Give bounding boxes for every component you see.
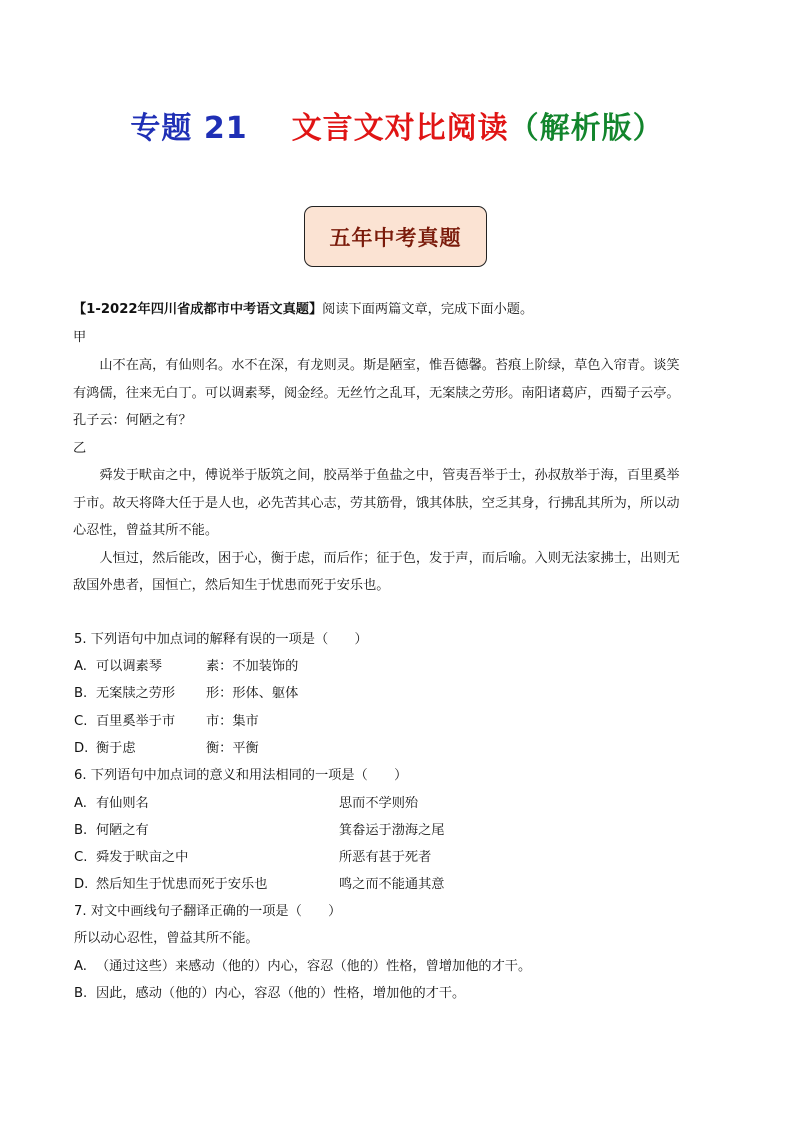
question-6-option-c-right: 所恶有甚于死者 (339, 850, 432, 865)
passage-a-line: 有鸿儒，往来无白丁。可以调素琴，阅金经。无丝竹之乱耳，无案牍之劳形。南阳诸葛庐，西蜀子云亭。 (73, 386, 680, 401)
question-5-option-c: C. 百里奚举于市 市：集市 (74, 714, 259, 729)
passage-b-line: 人恒过，然后能改，困于心，衡于虑，而后作；征于色，发于声，而后喻。入则无法家拂士，出则无 (73, 551, 680, 566)
question-7-stem: 7. 对文中画线句子翻译正确的一项是（ ） (74, 904, 342, 919)
question-5-option-b: B. 无案牍之劳形 形：形体、躯体 (74, 686, 299, 701)
question-6-option-b: B. 何陋之有 (74, 823, 149, 838)
question-6-option-d-right: 鸣之而不能通其意 (339, 877, 445, 892)
question-6-option-c: C. 舜发于畎亩之中 (74, 850, 189, 865)
document-title (0, 103, 794, 147)
question-6-stem: 6. 下列语句中加点词的意义和用法相同的一项是（ ） (74, 768, 408, 783)
question-6-option-d: D. 然后知生于忧患而死于安乐也 (74, 877, 268, 892)
question-source: 【1-2022年四川省成都市中考语文真题】 (73, 302, 323, 317)
passage-a-line: 孔子云：何陋之有？ (73, 413, 192, 428)
question-7-option-b: B. 因此，感动（他的）内心，容忍（他的）性格，增加他的才干。 (74, 986, 466, 1001)
passage-b-line: 舜发于畎亩之中，傅说举于版筑之间，胶鬲举于鱼盐之中，管夷吾举于士，孙叔敖举于海，百里奚举 (73, 468, 680, 483)
question-6-option-a-right: 思而不学则殆 (339, 796, 419, 811)
passage-a-label: 甲 (73, 330, 87, 345)
passage-b-line: 心忍性，曾益其所不能。 (73, 523, 219, 538)
section-badge: 五年中考真题 (304, 206, 487, 267)
question-6-option-a: A. 有仙则名 (74, 796, 149, 811)
passage-b-line: 敌国外患者，国恒亡，然后知生于忧患而死于安乐也。 (73, 578, 390, 593)
question-6-option-b-right: 箕畚运于渤海之尾 (339, 823, 445, 838)
question-5-stem: 5. 下列语句中加点词的解释有误的一项是（ ） (74, 632, 368, 647)
question-5-option-a: A. 可以调素琴 素：不加装饰的 (74, 659, 299, 674)
passage-a-line: 山不在高，有仙则名。水不在深，有龙则灵。斯是陋室，惟吾德馨。苔痕上阶绿，草色入帘青。谈笑 (73, 358, 680, 373)
title-main: 文言文对比阅读 (291, 111, 509, 146)
intro-text: 阅读下面两篇文章，完成下面小题。 (322, 302, 534, 317)
question-7-option-a: A. （通过这些）来感动（他的）内心，容忍（他的）性格，曾增加他的才干。 (74, 959, 532, 974)
intro-line (73, 300, 533, 320)
title-number: 专题 21 (130, 111, 248, 146)
passage-b-line: 于市。故天将降大任于是人也，必先苦其心志，劳其筋骨，饿其体肤，空乏其身，行拂乱其所为，所以动 (73, 496, 680, 511)
question-5-option-d: D. 衡于虑 衡：平衡 (74, 741, 259, 756)
title-subtitle: （解析版） (508, 111, 664, 146)
question-7-sentence: 所以动心忍性，曾益其所不能。 (74, 931, 259, 946)
passage-b-label: 乙 (73, 441, 87, 456)
